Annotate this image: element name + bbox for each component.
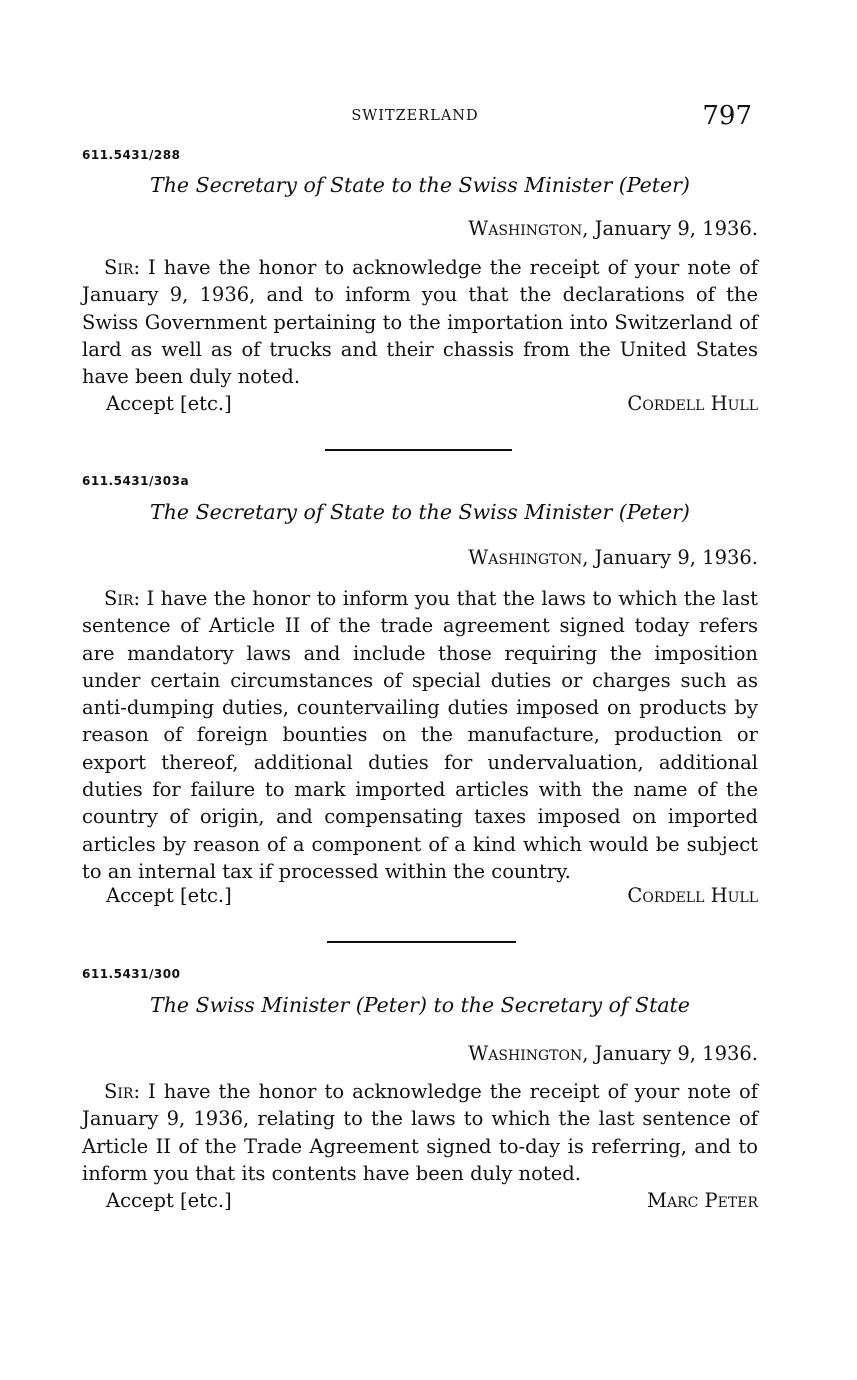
file-number: 611.5431/300 bbox=[82, 967, 181, 981]
salutation: Sir bbox=[104, 587, 134, 610]
dateline-date: , January 9, 1936. bbox=[582, 217, 758, 240]
separator-rule bbox=[327, 941, 516, 943]
dateline-place: Washington bbox=[468, 1042, 583, 1065]
dateline bbox=[468, 217, 758, 240]
document-heading: The Secretary of State to the Swiss Minister (Peter) bbox=[150, 173, 690, 197]
salutation: Sir bbox=[104, 256, 134, 279]
body-text: : I have the honor to inform you that the laws to which the last sentence of Article II of the trade agreement signed today refers are mandatory laws and include those requiring the imposition under certain circumstances of special duties or charges such as anti-dumping duties, countervailing duties imposed on products by reason of foreign bounties on the manufacture, production or export thereof, additional duties for undervaluation, additional duties for failure to mark imported articles with the name of the country of origin, and compensating taxes imposed on imported articles by reason of a component of a kind which would be subject to an internal tax if processed within the country. bbox=[82, 587, 758, 883]
document-heading: The Swiss Minister (Peter) to the Secretary of State bbox=[150, 993, 690, 1017]
file-number: 611.5431/303a bbox=[82, 474, 190, 488]
running-title: SWITZERLAND bbox=[351, 108, 479, 124]
document-heading: The Secretary of State to the Swiss Minister (Peter) bbox=[150, 500, 690, 524]
letter-body bbox=[82, 585, 758, 885]
dateline-date: , January 9, 1936. bbox=[582, 1042, 758, 1065]
dateline bbox=[468, 1042, 758, 1065]
salutation: Sir bbox=[104, 1080, 134, 1103]
letter-body bbox=[82, 254, 758, 390]
running-head bbox=[0, 101, 857, 134]
dateline-place: Washington bbox=[468, 546, 583, 569]
separator-rule bbox=[325, 449, 512, 451]
signature: Marc Peter bbox=[647, 1189, 758, 1212]
letter-body bbox=[82, 1078, 758, 1187]
body-text: : I have the honor to acknowledge the receipt of your note of January 9, 1936, relating to the laws to which the last sentence of Article II of the Trade Agreement signed to-day is referring, and to inform you that its contents have been duly noted. bbox=[82, 1080, 758, 1185]
dateline-place: Washington bbox=[468, 217, 583, 240]
closing: Accept [etc.] bbox=[106, 392, 232, 415]
signature: Cordell Hull bbox=[627, 392, 758, 415]
page-number: 797 bbox=[702, 101, 752, 131]
closing: Accept [etc.] bbox=[106, 884, 232, 907]
dateline-date: , January 9, 1936. bbox=[582, 546, 758, 569]
dateline bbox=[468, 546, 758, 569]
file-number: 611.5431/288 bbox=[82, 148, 181, 162]
signature: Cordell Hull bbox=[627, 884, 758, 907]
body-text: : I have the honor to acknowledge the receipt of your note of January 9, 1936, and to inform you that the declarations of the Swiss Government pertaining to the importation into Switzerland of lard as well as of trucks and their chassis from the United States have been duly noted. bbox=[82, 256, 758, 389]
closing: Accept [etc.] bbox=[106, 1189, 232, 1212]
